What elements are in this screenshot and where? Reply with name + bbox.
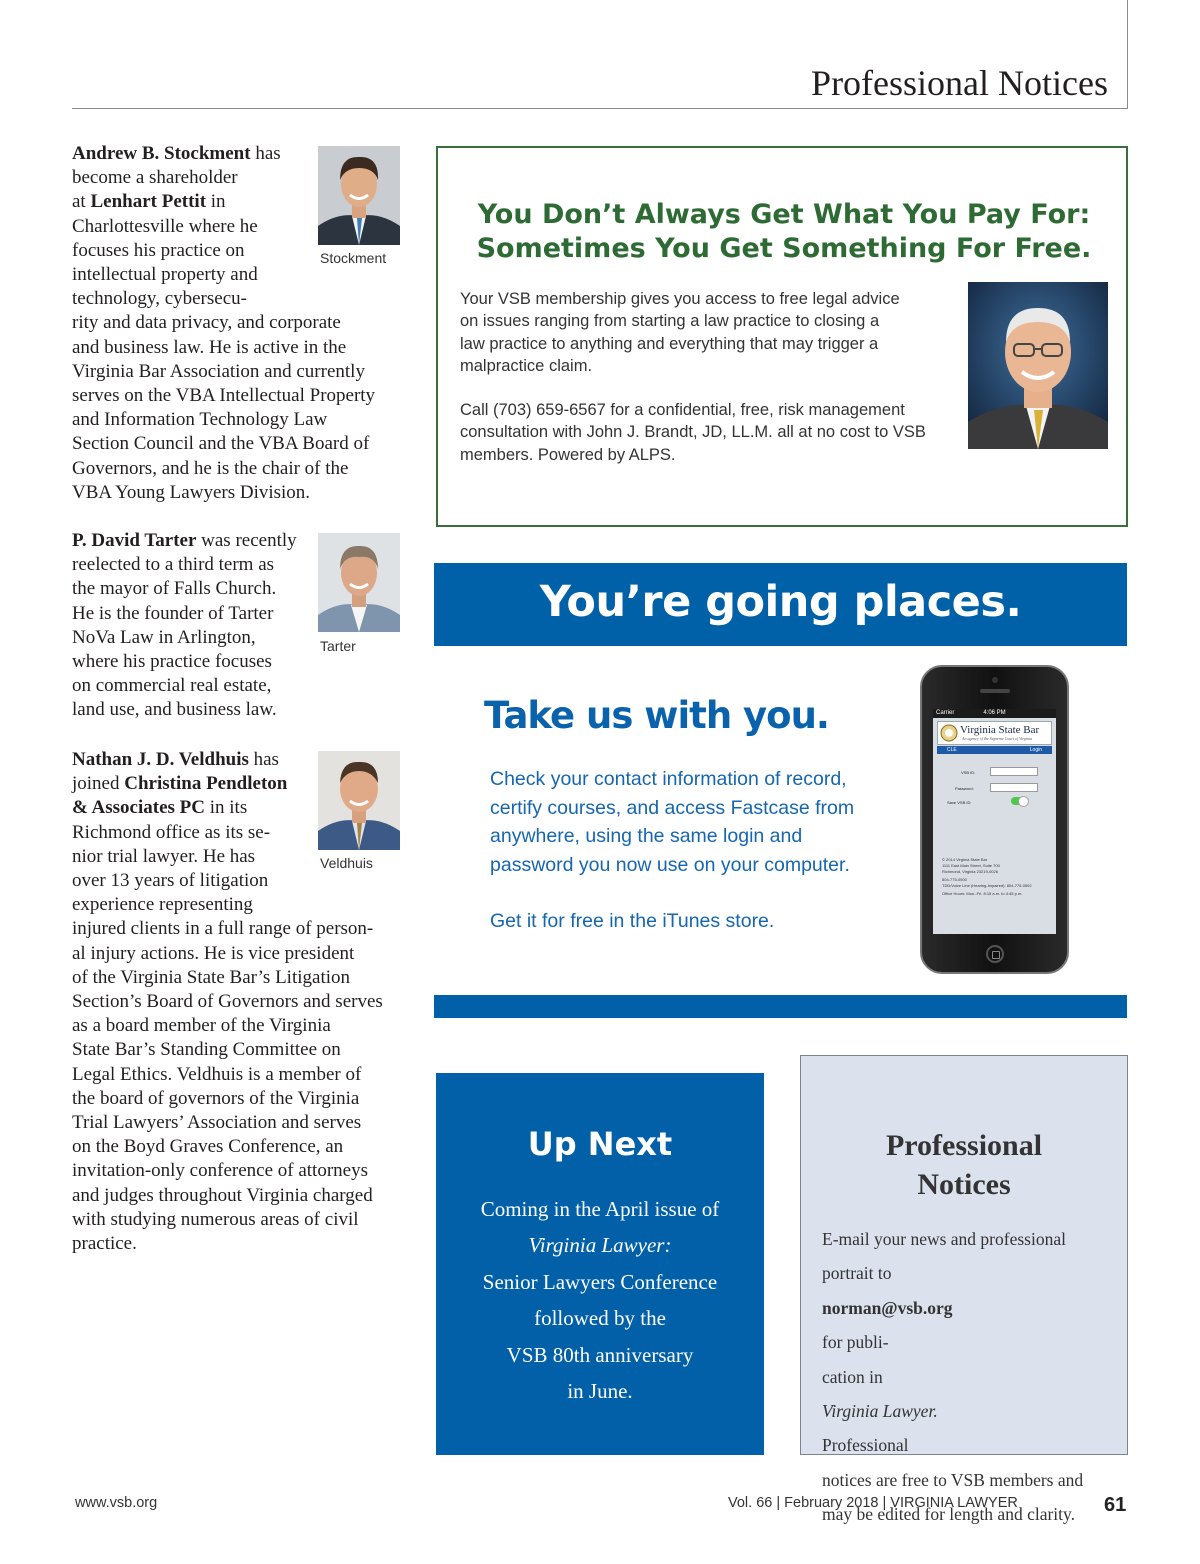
firm-name: Lenhart Pettit bbox=[90, 191, 207, 213]
up-next-box bbox=[436, 1073, 764, 1455]
notice-line: Nathan J. D. Veldhuis has bbox=[72, 749, 279, 770]
notice-line: Andrew B. Stockment has bbox=[72, 143, 281, 164]
alps-ad bbox=[436, 146, 1128, 527]
person-name: Andrew B. Stockment bbox=[72, 143, 251, 164]
notice-line: intellectual property and bbox=[72, 264, 258, 286]
phone-nav: CLE Login bbox=[937, 746, 1052, 754]
page-number: 61 bbox=[1104, 1494, 1127, 1516]
alps-headline-line: You Don’t Always Get What You Pay For: bbox=[477, 199, 1091, 230]
vsb-id-field bbox=[990, 767, 1038, 776]
notice-line: Legal Ethics. Veldhuis is a member of bbox=[72, 1063, 362, 1085]
photo-caption: Veldhuis bbox=[320, 855, 373, 871]
notice-line: and Information Technology Law bbox=[72, 409, 328, 431]
vsb-id-label: VSB ID: bbox=[961, 770, 976, 775]
alps-headline bbox=[438, 198, 1130, 266]
photo-caption: Tarter bbox=[320, 638, 356, 654]
alps-paragraph: Your VSB membership gives you access to free legal advice on issues ranging from starting a law practice to closing a law practice to anything and everything that may trigger a malpractice claim. bbox=[460, 290, 900, 375]
notice-line: Section’s Board of Governors and serves bbox=[72, 991, 383, 1013]
notice-line: on commercial real estate, bbox=[72, 675, 272, 697]
notice-line: of the Virginia State Bar’s Litigation bbox=[72, 966, 351, 988]
notice-line: experience representing bbox=[72, 894, 253, 916]
footer-issue: Vol. 66 | February 2018 | VIRGINIA LAWYER bbox=[728, 1495, 1018, 1511]
notice-line: and business law. He is active in the bbox=[72, 336, 347, 358]
header-vertical-rule bbox=[1127, 0, 1128, 109]
phone-screen: Carrier 4:06 PM Virginia State Bar An agency of the Supreme Court of Virginia CLE Login VSB ID: Password: Save VSB ID: © 2014 Virginia State Bar 1111 East Main Street, Suite 700 Richmond, Virginia 23219-0026 804-775-0500 TDD/Voice Line (Hearing-Impaired): 804-775-0502 Office Hours: Mon.-Fri. 8:15 a.m. to 4:45 p.m. bbox=[933, 709, 1056, 934]
phone-status-bar: Carrier 4:06 PM bbox=[933, 709, 1056, 718]
up-next-text: Coming in the April issue of Virginia Lawyer: Senior Lawyers Conference followed by the VSB 80th anniversary in June. bbox=[480, 1197, 720, 1404]
alps-headline-line: Sometimes You Get Something For Free. bbox=[476, 233, 1092, 264]
notice-line: the board of governors of the Virginia bbox=[72, 1087, 360, 1109]
firm-name: Christina Pendleton bbox=[124, 773, 288, 795]
vsb-seal-icon bbox=[940, 723, 958, 743]
save-id-label: Save VSB ID: bbox=[947, 800, 972, 805]
app-ad-cta: Get it for free in the iTunes store. bbox=[490, 910, 775, 932]
notice-line: Section Council and the VBA Board of bbox=[72, 433, 370, 455]
notice-line: focuses his practice on bbox=[72, 239, 245, 261]
phone-camera bbox=[992, 677, 998, 683]
notice-line: invitation-only conference of attorneys bbox=[72, 1160, 368, 1182]
notice-line: Governors, and he is the chair of the bbox=[72, 457, 349, 479]
notice-line: become a shareholder bbox=[72, 167, 238, 189]
notice-line: injured clients in a full range of person- bbox=[72, 918, 374, 940]
app-ad-banner bbox=[434, 563, 1127, 646]
app-ad-body: Check your contact information of record, certify courses, and access Fastcase from anywhere, using the same login and password you now use on your computer. bbox=[490, 768, 855, 876]
app-ad-subhead: Take us with you. bbox=[484, 694, 829, 737]
email-link[interactable]: norman@vsb.org bbox=[822, 1297, 953, 1318]
notice-line: the mayor of Falls Church. bbox=[72, 578, 277, 600]
notice-line: Richmond office as its se- bbox=[72, 821, 271, 843]
notice-line: Trial Lawyers’ Association and serves bbox=[72, 1112, 362, 1134]
notice-line: reelected to a third term as bbox=[72, 554, 275, 576]
brandt-headshot bbox=[968, 282, 1108, 449]
vsb-logo: Virginia State Bar An agency of the Supreme Court of Virginia bbox=[937, 721, 1052, 745]
password-field bbox=[990, 783, 1038, 792]
notice-line: al injury actions. He is vice president bbox=[72, 942, 355, 964]
notice-line: & Associates PC in its bbox=[72, 797, 248, 819]
notice-line: technology, cybersecu- bbox=[72, 288, 247, 310]
up-next-title: Up Next bbox=[527, 1125, 673, 1163]
firm-name: & Associates PC bbox=[72, 797, 205, 819]
app-ad-bottom-bar bbox=[434, 995, 1127, 1018]
notice-line: P. David Tarter was recently bbox=[72, 530, 297, 551]
notice-line: Charlottesville where he bbox=[72, 215, 258, 237]
phone-home-button bbox=[986, 945, 1004, 963]
person-name: P. David Tarter bbox=[72, 530, 197, 551]
notice-line: rity and data privacy, and corporate bbox=[72, 312, 341, 334]
footer-website[interactable]: www.vsb.org bbox=[75, 1495, 158, 1511]
person-name: Nathan J. D. Veldhuis bbox=[72, 749, 249, 770]
notice-line: joined Christina Pendleton bbox=[72, 773, 288, 795]
notice-line: NoVa Law in Arlington, bbox=[72, 626, 256, 648]
app-ad-banner-text: You’re going places. bbox=[539, 577, 1022, 627]
photo-caption: Stockment bbox=[320, 250, 387, 266]
notice-line: with studying numerous areas of civil bbox=[72, 1208, 359, 1230]
stockment-headshot bbox=[318, 146, 400, 245]
veldhuis-headshot bbox=[318, 751, 400, 850]
password-label: Password: bbox=[955, 786, 974, 791]
notice-line: over 13 years of litigation bbox=[72, 870, 269, 892]
notice-tarter bbox=[72, 529, 297, 723]
notice-line: where his practice focuses bbox=[72, 651, 272, 673]
notice-line: as a board member of the Virginia bbox=[72, 1015, 331, 1037]
notice-line: and judges throughout Virginia charged bbox=[72, 1184, 373, 1206]
submission-box-text: E-mail your news and professional portrait to norman@vsb.org for publi- cation in Virginia Lawyer. Professional notices are free to VSB members and may be edited for length and clarity. bbox=[822, 1229, 1084, 1525]
notice-line: at Lenhart Pettit in bbox=[72, 191, 226, 213]
notice-line: serves on the VBA Intellectual Property bbox=[72, 385, 376, 407]
notice-line: VBA Young Lawyers Division. bbox=[72, 481, 311, 503]
save-id-toggle bbox=[1011, 797, 1029, 805]
notice-line: practice. bbox=[72, 1233, 137, 1255]
notice-line: land use, and business law. bbox=[72, 699, 277, 721]
phone-speaker bbox=[980, 689, 1010, 693]
section-title: Professional Notices bbox=[811, 63, 1108, 103]
notice-line: State Bar’s Standing Committee on bbox=[72, 1039, 341, 1061]
notice-line: Virginia Bar Association and currently bbox=[72, 360, 365, 382]
alps-paragraph: Call (703) 659-6567 for a confidential, free, risk management consultation with John J. Brandt, JD, LL.M. all at no cost to VSB members. Powered by ALPS. bbox=[460, 401, 926, 464]
tarter-headshot bbox=[318, 533, 400, 632]
header-rule bbox=[72, 108, 1128, 109]
notice-line: nior trial lawyer. He has bbox=[72, 845, 256, 867]
notice-line: on the Boyd Graves Conference, an bbox=[72, 1136, 344, 1158]
notice-line: He is the founder of Tarter bbox=[72, 602, 274, 624]
submission-box-title: Professional Notices bbox=[885, 1129, 1043, 1201]
phone-image bbox=[920, 665, 1069, 974]
